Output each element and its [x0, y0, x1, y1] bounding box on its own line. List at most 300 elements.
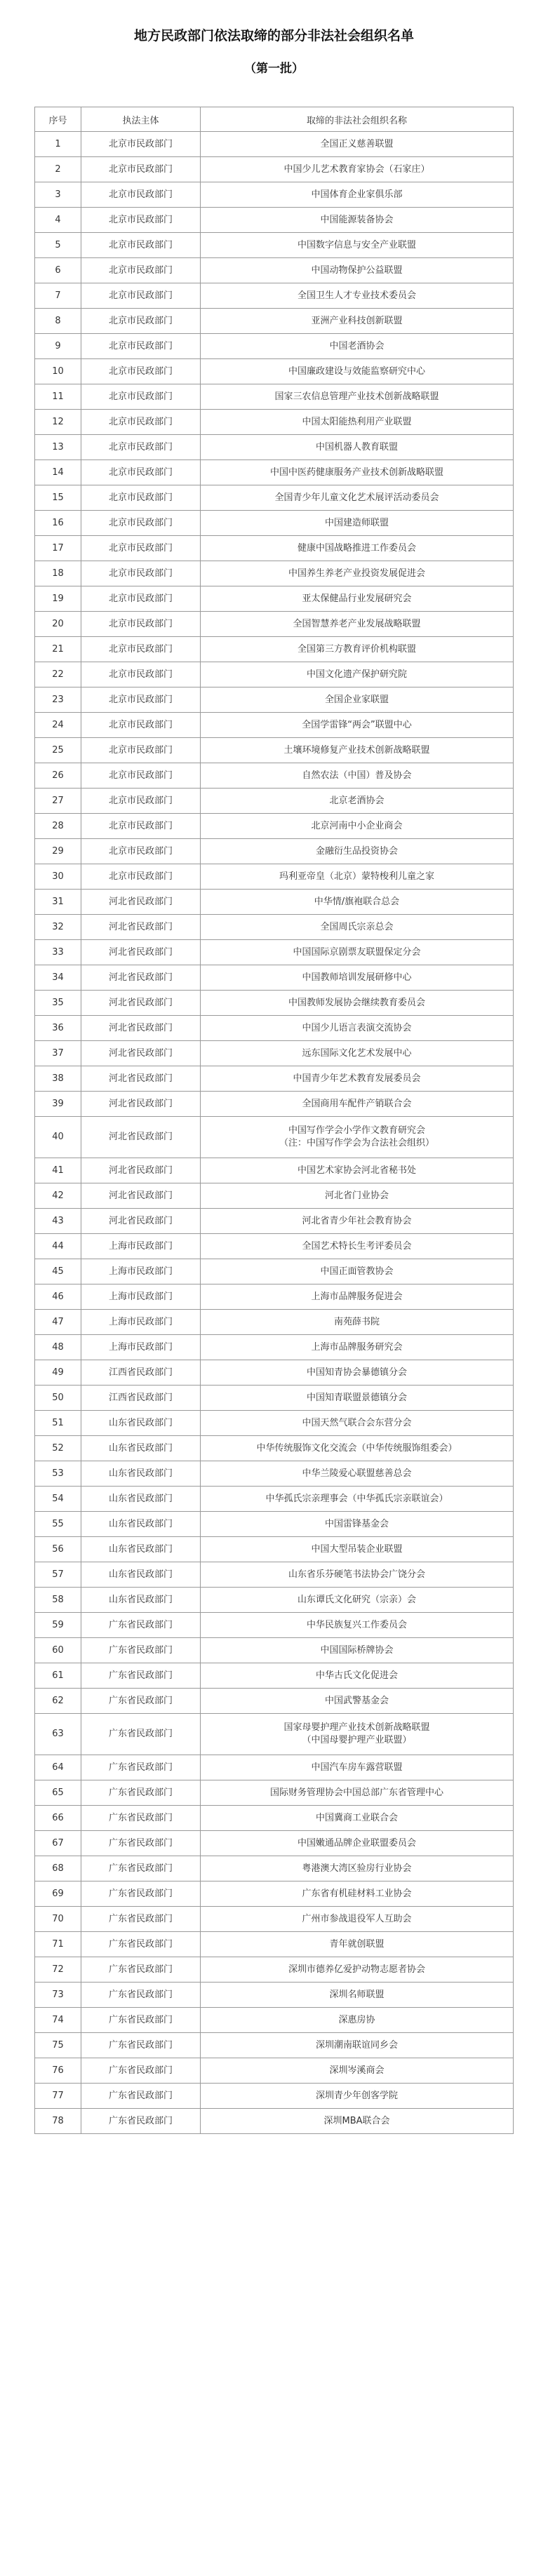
row-agency: 河北省民政部门 [81, 1209, 201, 1234]
row-org-name [201, 1881, 514, 1907]
row-number: 44 [35, 1234, 81, 1259]
row-org-name [201, 1234, 514, 1259]
row-agency: 山东省民政部门 [81, 1512, 201, 1537]
row-agency: 北京市民政部门 [81, 789, 201, 814]
row-number: 49 [35, 1360, 81, 1386]
org-name-line: 南苑薛书院 [333, 1316, 380, 1327]
table-row [35, 713, 514, 738]
table-row [35, 309, 514, 334]
org-name-line: 中国写作学会小学作文教育研究会 [288, 1125, 425, 1136]
row-number: 30 [35, 864, 81, 890]
row-agency: 北京市民政部门 [81, 334, 201, 359]
table-row [35, 1411, 514, 1436]
row-number: 40 [35, 1117, 81, 1158]
table-row [35, 1780, 514, 1806]
org-name-line: 全国商用车配件产销联合会 [302, 1098, 412, 1109]
table-row [35, 460, 514, 485]
row-number: 7 [35, 283, 81, 309]
row-org-name [201, 1158, 514, 1183]
row-number: 70 [35, 1907, 81, 1932]
row-org-name [201, 839, 514, 864]
row-agency: 江西省民政部门 [81, 1386, 201, 1411]
org-name-line: 中华古氏文化促进会 [315, 1670, 398, 1681]
org-name-line: 山东谭氏文化研究（宗亲）会 [297, 1594, 416, 1605]
row-number: 31 [35, 890, 81, 915]
row-number: 28 [35, 814, 81, 839]
row-number: 16 [35, 511, 81, 536]
row-number: 22 [35, 662, 81, 687]
table-row [35, 1284, 514, 1310]
row-org-name [201, 1461, 514, 1487]
row-number: 57 [35, 1562, 81, 1588]
row-agency: 山东省民政部门 [81, 1411, 201, 1436]
row-number: 26 [35, 763, 81, 789]
row-agency: 上海市民政部门 [81, 1335, 201, 1360]
row-number: 72 [35, 1957, 81, 1983]
row-number: 39 [35, 1092, 81, 1117]
org-name-line: 深圳岑溪商会 [329, 2065, 385, 2076]
row-number: 8 [35, 309, 81, 334]
org-name-line: 中华情/旗袍联合总会 [314, 896, 400, 907]
row-org-name [201, 309, 514, 334]
org-name-line: 粤港澳大湾区验房行业协会 [302, 1863, 412, 1874]
table-row [35, 839, 514, 864]
header-agency: 执法主体 [81, 107, 201, 132]
row-org-name [201, 814, 514, 839]
table-row [35, 283, 514, 309]
row-number: 4 [35, 208, 81, 233]
table-row [35, 2109, 514, 2134]
row-number: 23 [35, 687, 81, 713]
row-org-name [201, 435, 514, 460]
row-number: 73 [35, 1983, 81, 2008]
org-name-line: 上海市品牌服务研究会 [311, 1341, 403, 1353]
row-agency: 广东省民政部门 [81, 1907, 201, 1932]
table-row [35, 1831, 514, 1856]
row-org-name [201, 1066, 514, 1092]
row-agency: 北京市民政部门 [81, 814, 201, 839]
row-number: 61 [35, 1663, 81, 1689]
org-name-line: 深圳MBA联合会 [323, 2115, 390, 2126]
table-row [35, 1436, 514, 1461]
org-name-line: 中国建造师联盟 [324, 517, 389, 528]
row-agency: 北京市民政部门 [81, 713, 201, 738]
org-name-line: 中国能源装备协会 [320, 214, 394, 225]
header-no: 序号 [35, 107, 81, 132]
row-number: 65 [35, 1780, 81, 1806]
table-row [35, 1907, 514, 1932]
row-agency: 广东省民政部门 [81, 2084, 201, 2109]
row-org-name [201, 1689, 514, 1714]
row-org-name [201, 1259, 514, 1284]
row-number: 71 [35, 1932, 81, 1957]
row-org-name [201, 1411, 514, 1436]
row-org-name [201, 1092, 514, 1117]
org-name-line: 土壤环境修复产业技术创新战略联盟 [283, 744, 430, 756]
row-number: 32 [35, 915, 81, 940]
row-org-name [201, 1806, 514, 1831]
row-org-name [201, 2033, 514, 2058]
row-number: 19 [35, 586, 81, 612]
org-name-line: 玛利亚帝皇（北京）蒙特梭利儿童之家 [279, 871, 434, 882]
row-agency: 河北省民政部门 [81, 1158, 201, 1183]
row-org-name [201, 763, 514, 789]
row-org-name [201, 1831, 514, 1856]
org-name-line: 中国养生养老产业投资发展促进会 [288, 568, 425, 579]
row-number: 69 [35, 1881, 81, 1907]
row-org-name [201, 637, 514, 662]
batch-subtitle: （第一批） [244, 62, 304, 76]
row-number: 24 [35, 713, 81, 738]
row-agency: 北京市民政部门 [81, 561, 201, 586]
row-agency: 北京市民政部门 [81, 157, 201, 182]
row-agency: 广东省民政部门 [81, 1613, 201, 1638]
row-org-name [201, 1310, 514, 1335]
row-org-name [201, 1957, 514, 1983]
row-org-name [201, 283, 514, 309]
org-name-line: 全国正义慈善联盟 [320, 138, 394, 149]
document-title: 地方民政部门依法取缔的部分非法社会组织名单 [133, 28, 414, 43]
org-name-line: 中国知青联盟景德镇分会 [306, 1392, 407, 1403]
row-agency: 上海市民政部门 [81, 1284, 201, 1310]
table-row [35, 1689, 514, 1714]
table-row [35, 763, 514, 789]
row-org-name [201, 1562, 514, 1588]
org-name-line: 中国教师培训发展研修中心 [302, 972, 412, 983]
row-org-name [201, 1983, 514, 2008]
row-number: 43 [35, 1209, 81, 1234]
table-row [35, 965, 514, 991]
table-row [35, 612, 514, 637]
org-name-line: 全国企业家联盟 [324, 694, 389, 705]
org-name-line: 中国国际桥牌协会 [320, 1644, 394, 1656]
org-name-line: 中国文化遗产保护研究院 [306, 669, 407, 680]
row-agency: 广东省民政部门 [81, 1689, 201, 1714]
row-org-name [201, 1487, 514, 1512]
row-org-name [201, 1284, 514, 1310]
row-org-name [201, 915, 514, 940]
org-name-line: 全国周氏宗亲总会 [320, 921, 394, 932]
row-number: 10 [35, 359, 81, 384]
row-org-name [201, 2058, 514, 2084]
table-row [35, 637, 514, 662]
row-org-name [201, 1714, 514, 1755]
table-row [35, 208, 514, 233]
row-number: 6 [35, 258, 81, 283]
row-agency: 北京市民政部门 [81, 839, 201, 864]
row-number: 55 [35, 1512, 81, 1537]
row-agency: 广东省民政部门 [81, 1856, 201, 1881]
table-row [35, 1881, 514, 1907]
row-number: 20 [35, 612, 81, 637]
row-org-name [201, 789, 514, 814]
row-agency: 广东省民政部门 [81, 2109, 201, 2134]
row-agency: 北京市民政部门 [81, 612, 201, 637]
row-number: 33 [35, 940, 81, 965]
org-name-line: 亚洲产业科技创新联盟 [311, 315, 403, 326]
row-org-name [201, 460, 514, 485]
table-row [35, 1562, 514, 1588]
row-org-name [201, 1016, 514, 1041]
org-name-line: 深圳名师联盟 [329, 1989, 385, 2000]
row-agency: 广东省民政部门 [81, 1663, 201, 1689]
row-org-name [201, 612, 514, 637]
table-row [35, 1259, 514, 1284]
row-org-name [201, 359, 514, 384]
row-agency: 广东省民政部门 [81, 1755, 201, 1780]
table-row [35, 1487, 514, 1512]
row-agency: 上海市民政部门 [81, 1310, 201, 1335]
row-number: 14 [35, 460, 81, 485]
org-name-line: 健康中国战略推进工作委员会 [297, 542, 416, 554]
row-agency: 广东省民政部门 [81, 1780, 201, 1806]
row-agency: 北京市民政部门 [81, 359, 201, 384]
row-agency: 河北省民政部门 [81, 965, 201, 991]
table-row [35, 2033, 514, 2058]
table-row [35, 915, 514, 940]
row-agency: 河北省民政部门 [81, 1066, 201, 1092]
table-row [35, 662, 514, 687]
row-number: 3 [35, 182, 81, 208]
row-agency: 山东省民政部门 [81, 1436, 201, 1461]
row-number: 29 [35, 839, 81, 864]
table-row [35, 1183, 514, 1209]
org-name-line: 中国太阳能热利用产业联盟 [302, 416, 412, 427]
table-row [35, 1537, 514, 1562]
org-name-line: 中国少儿艺术教育家协会（石家庄） [283, 163, 430, 175]
table-row [35, 1386, 514, 1411]
row-org-name [201, 965, 514, 991]
row-org-name [201, 1117, 514, 1158]
org-name-line: 河北省门业协会 [324, 1190, 389, 1201]
org-name-line: 广东省有机硅材料工业协会 [302, 1888, 412, 1899]
org-name-line: 中国大型吊装企业联盟 [311, 1543, 403, 1555]
row-org-name [201, 1436, 514, 1461]
row-agency: 河北省民政部门 [81, 940, 201, 965]
row-number: 58 [35, 1588, 81, 1613]
row-org-name [201, 1209, 514, 1234]
row-org-name [201, 410, 514, 435]
org-name-line: 全国青少年儿童文化艺术展评活动委员会 [274, 492, 439, 503]
table-row [35, 1957, 514, 1983]
row-org-name [201, 2008, 514, 2033]
row-number: 45 [35, 1259, 81, 1284]
row-org-name [201, 2084, 514, 2109]
row-number: 47 [35, 1310, 81, 1335]
row-agency: 广东省民政部门 [81, 1831, 201, 1856]
row-agency: 广东省民政部门 [81, 1983, 201, 2008]
org-name-line: 中国青少年艺术教育发展委员会 [293, 1073, 421, 1084]
org-name-note: （中国母婴护理产业联盟） [302, 1735, 412, 1745]
row-org-name [201, 1537, 514, 1562]
org-name-line: 远东国际文化艺术发展中心 [302, 1047, 412, 1059]
table-row [35, 359, 514, 384]
row-agency: 河北省民政部门 [81, 1041, 201, 1066]
org-name-line: 自然农法（中国）普及协会 [302, 770, 412, 781]
org-name-line: 中华孤氏宗亲理事会（中华孤氏宗亲联谊会） [265, 1493, 448, 1504]
row-number: 11 [35, 384, 81, 410]
org-name-line: 全国第三方教育评价机构联盟 [297, 643, 416, 655]
header-org-name: 取缔的非法社会组织名称 [201, 107, 514, 132]
row-agency: 北京市民政部门 [81, 637, 201, 662]
row-number: 59 [35, 1613, 81, 1638]
row-agency: 上海市民政部门 [81, 1259, 201, 1284]
row-org-name [201, 1588, 514, 1613]
org-name-line: 全国艺术特长生考评委员会 [302, 1240, 412, 1252]
row-number: 17 [35, 536, 81, 561]
org-name-line: 北京河南中小企业商会 [311, 820, 403, 831]
row-number: 66 [35, 1806, 81, 1831]
row-agency: 广东省民政部门 [81, 1638, 201, 1663]
row-agency: 北京市民政部门 [81, 208, 201, 233]
row-agency: 河北省民政部门 [81, 1183, 201, 1209]
org-name-line: 山东省乐芬硬笔书法协会广饶分会 [288, 1569, 425, 1580]
table-row [35, 1117, 514, 1158]
row-org-name [201, 1907, 514, 1932]
org-name-line: 中国嫩通品牌企业联盟委员会 [297, 1837, 416, 1849]
row-agency: 北京市民政部门 [81, 586, 201, 612]
org-name-line: 亚太保健品行业发展研究会 [302, 593, 412, 604]
row-number: 18 [35, 561, 81, 586]
row-number: 60 [35, 1638, 81, 1663]
row-number: 46 [35, 1284, 81, 1310]
table-row [35, 485, 514, 511]
row-agency: 北京市民政部门 [81, 435, 201, 460]
org-name-line: 河北省青少年社会教育协会 [302, 1215, 412, 1226]
table-row [35, 1714, 514, 1755]
org-name-line: 中国汽车房车露营联盟 [311, 1762, 403, 1773]
row-number: 1 [35, 132, 81, 157]
row-number: 27 [35, 789, 81, 814]
table-row [35, 182, 514, 208]
org-name-line: 中国少儿语言表演交流协会 [302, 1022, 412, 1033]
row-org-name [201, 1386, 514, 1411]
row-number: 5 [35, 233, 81, 258]
table-row [35, 384, 514, 410]
row-number: 48 [35, 1335, 81, 1360]
row-agency: 山东省民政部门 [81, 1461, 201, 1487]
table-row [35, 1360, 514, 1386]
row-org-name [201, 1360, 514, 1386]
org-name-line: 中国机器人教育联盟 [315, 441, 398, 452]
table-row [35, 2008, 514, 2033]
row-org-name [201, 233, 514, 258]
row-number: 77 [35, 2084, 81, 2109]
org-name-line: 中国正面管教协会 [320, 1266, 394, 1277]
row-org-name [201, 182, 514, 208]
row-org-name [201, 738, 514, 763]
row-org-name [201, 536, 514, 561]
row-org-name [201, 1041, 514, 1066]
org-name-line: 金融衍生品投资协会 [315, 845, 398, 857]
row-agency: 河北省民政部门 [81, 890, 201, 915]
org-name-line: 中国教师发展协会继续教育委员会 [288, 997, 425, 1008]
row-org-name [201, 586, 514, 612]
org-name-line: 中国艺术家协会河北省秘书处 [297, 1165, 416, 1176]
row-org-name [201, 1183, 514, 1209]
org-name-line: 深圳青少年创客学院 [315, 2090, 398, 2101]
row-agency: 北京市民政部门 [81, 309, 201, 334]
org-name-note: （注：中国写作学会为合法社会组织） [279, 1138, 434, 1148]
row-org-name [201, 890, 514, 915]
row-org-name [201, 485, 514, 511]
table-row [35, 940, 514, 965]
org-name-line: 中华传统服饰文化交流会（中华传统服饰组委会） [256, 1442, 457, 1454]
row-agency: 北京市民政部门 [81, 258, 201, 283]
table-row [35, 132, 514, 157]
org-name-line: 全国智慧养老产业发展战略联盟 [293, 618, 421, 629]
table-row [35, 1856, 514, 1881]
row-org-name [201, 1663, 514, 1689]
table-row [35, 536, 514, 561]
org-name-line: 全国学雷锋“两会”联盟中心 [302, 719, 412, 730]
row-agency: 北京市民政部门 [81, 763, 201, 789]
row-number: 75 [35, 2033, 81, 2058]
table-row [35, 687, 514, 713]
row-agency: 北京市民政部门 [81, 182, 201, 208]
org-name-line: 上海市品牌服务促进会 [311, 1291, 403, 1302]
table-row [35, 991, 514, 1016]
row-org-name [201, 157, 514, 182]
row-number: 74 [35, 2008, 81, 2033]
row-agency: 广东省民政部门 [81, 1957, 201, 1983]
table-row [35, 435, 514, 460]
row-number: 68 [35, 1856, 81, 1881]
organization-table [34, 107, 514, 2134]
org-name-line: 中国国际京剧票友联盟保定分会 [293, 946, 421, 958]
table-row [35, 1158, 514, 1183]
row-org-name [201, 384, 514, 410]
row-agency: 广东省民政部门 [81, 2058, 201, 2084]
row-agency: 北京市民政部门 [81, 485, 201, 511]
table-row [35, 1461, 514, 1487]
row-agency: 河北省民政部门 [81, 1092, 201, 1117]
row-number: 9 [35, 334, 81, 359]
org-name-line: 中国武警基金会 [324, 1695, 389, 1706]
row-agency: 河北省民政部门 [81, 1016, 201, 1041]
row-number: 21 [35, 637, 81, 662]
row-org-name [201, 940, 514, 965]
org-name-line: 中国天然气联合会东营分会 [302, 1417, 412, 1428]
table-row [35, 561, 514, 586]
table-row [35, 738, 514, 763]
org-name-line: 全国卫生人才专业技术委员会 [297, 290, 416, 301]
row-number: 64 [35, 1755, 81, 1780]
table-row [35, 1310, 514, 1335]
row-agency: 广东省民政部门 [81, 1932, 201, 1957]
row-agency: 北京市民政部门 [81, 864, 201, 890]
org-name-line: 国家母婴护理产业技术创新战略联盟 [283, 1722, 430, 1733]
row-agency: 山东省民政部门 [81, 1588, 201, 1613]
row-number: 36 [35, 1016, 81, 1041]
row-number: 13 [35, 435, 81, 460]
table-row [35, 511, 514, 536]
row-org-name [201, 1335, 514, 1360]
table-row [35, 890, 514, 915]
row-number: 2 [35, 157, 81, 182]
row-number: 41 [35, 1158, 81, 1183]
table-row [35, 1755, 514, 1780]
row-agency: 北京市民政部门 [81, 384, 201, 410]
table-row [35, 334, 514, 359]
table-row [35, 2058, 514, 2084]
table-row [35, 1016, 514, 1041]
table-row [35, 233, 514, 258]
row-agency: 北京市民政部门 [81, 410, 201, 435]
row-org-name [201, 2109, 514, 2134]
table-row [35, 1588, 514, 1613]
row-agency: 广东省民政部门 [81, 1806, 201, 1831]
